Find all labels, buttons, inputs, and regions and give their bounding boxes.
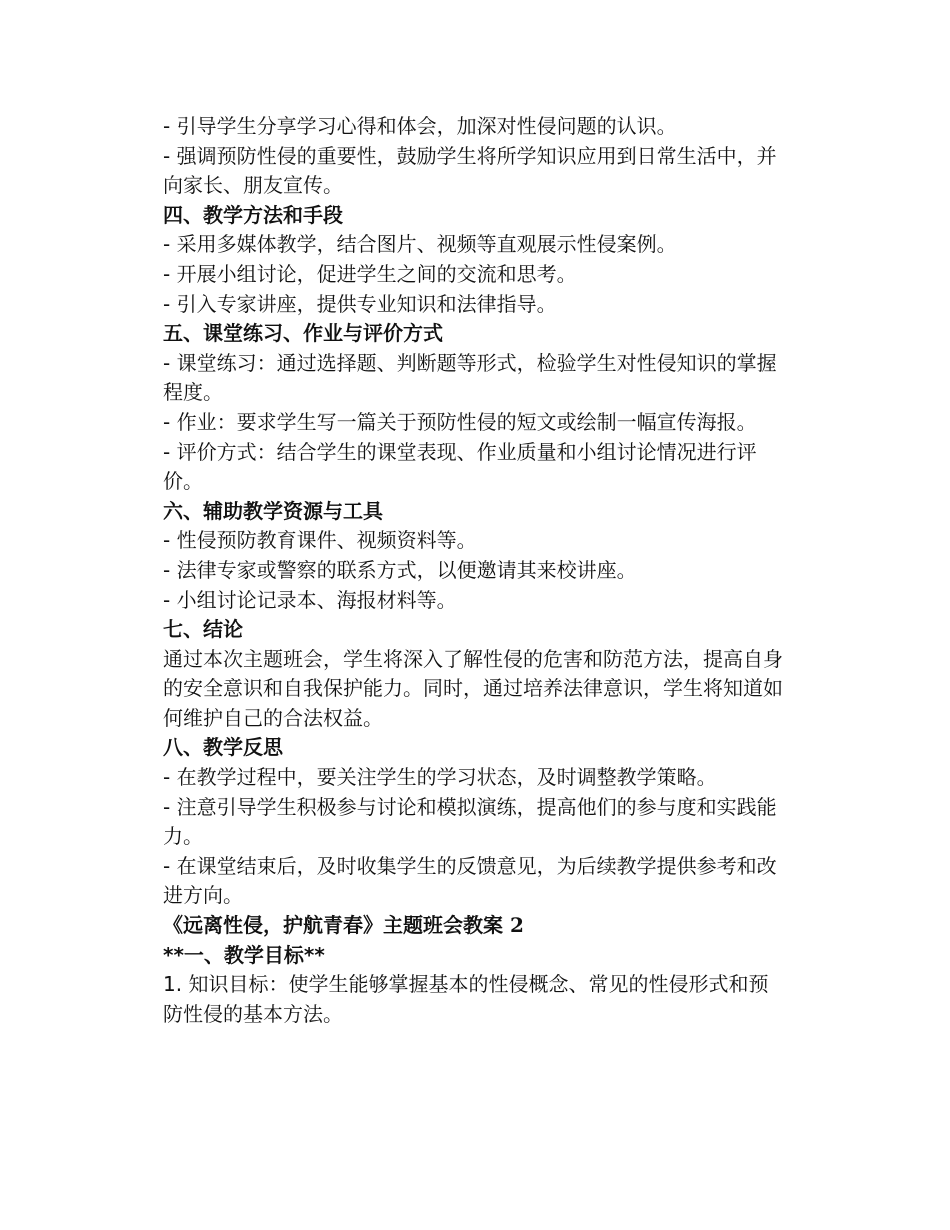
document-title: 《远离性侵，护航青春》主题班会教案 2 bbox=[163, 913, 524, 938]
paragraph: - 注意引导学生积极参与讨论和模拟演练，提高他们的参与度和实践能力。 bbox=[163, 794, 777, 849]
section-heading: **一、教学目标** bbox=[163, 942, 325, 967]
paragraph: - 强调预防性侵的重要性，鼓励学生将所学知识应用到日常生活中，并向家长、朋友宣传。 bbox=[163, 143, 777, 198]
paragraph: - 开展小组讨论，促进学生之间的交流和思考。 bbox=[163, 261, 577, 286]
section-heading: 七、结论 bbox=[163, 617, 243, 642]
paragraph: - 在教学过程中，要关注学生的学习状态，及时调整教学策略。 bbox=[163, 765, 717, 790]
paragraph: - 采用多媒体教学，结合图片、视频等直观展示性侵案例。 bbox=[163, 232, 677, 257]
paragraph: - 作业：要求学生写一篇关于预防性侵的短文或绘制一幅宣传海报。 bbox=[163, 409, 757, 434]
paragraph: - 评价方式：结合学生的课堂表现、作业质量和小组讨论情况进行评价。 bbox=[163, 439, 757, 494]
document-page bbox=[163, 112, 787, 1029]
section-heading: 四、教学方法和手段 bbox=[163, 202, 343, 227]
paragraph: - 法律专家或警察的联系方式，以便邀请其来校讲座。 bbox=[163, 557, 637, 582]
paragraph: - 引入专家讲座，提供专业知识和法律指导。 bbox=[163, 291, 557, 316]
paragraph: - 性侵预防教育课件、视频资料等。 bbox=[163, 528, 477, 553]
paragraph: 通过本次主题班会，学生将深入了解性侵的危害和防范方法，提高自身的安全意识和自我保护能力。同时，通过培养法律意识，学生将知道如何维护自己的合法权益。 bbox=[163, 646, 783, 730]
paragraph: - 引导学生分享学习心得和体会，加深对性侵问题的认识。 bbox=[163, 114, 677, 138]
paragraph: - 课堂练习：通过选择题、判断题等形式，检验学生对性侵知识的掌握程度。 bbox=[163, 350, 777, 405]
section-heading: 八、教学反思 bbox=[163, 735, 283, 760]
paragraph: - 在课堂结束后，及时收集学生的反馈意见，为后续教学提供参考和改进方向。 bbox=[163, 853, 777, 908]
paragraph: - 小组讨论记录本、海报材料等。 bbox=[163, 587, 457, 612]
section-heading: 六、辅助教学资源与工具 bbox=[163, 498, 383, 523]
paragraph: 1. 知识目标：使学生能够掌握基本的性侵概念、常见的性侵形式和预防性侵的基本方法。 bbox=[163, 972, 769, 1026]
section-heading: 五、课堂练习、作业与评价方式 bbox=[163, 321, 443, 346]
